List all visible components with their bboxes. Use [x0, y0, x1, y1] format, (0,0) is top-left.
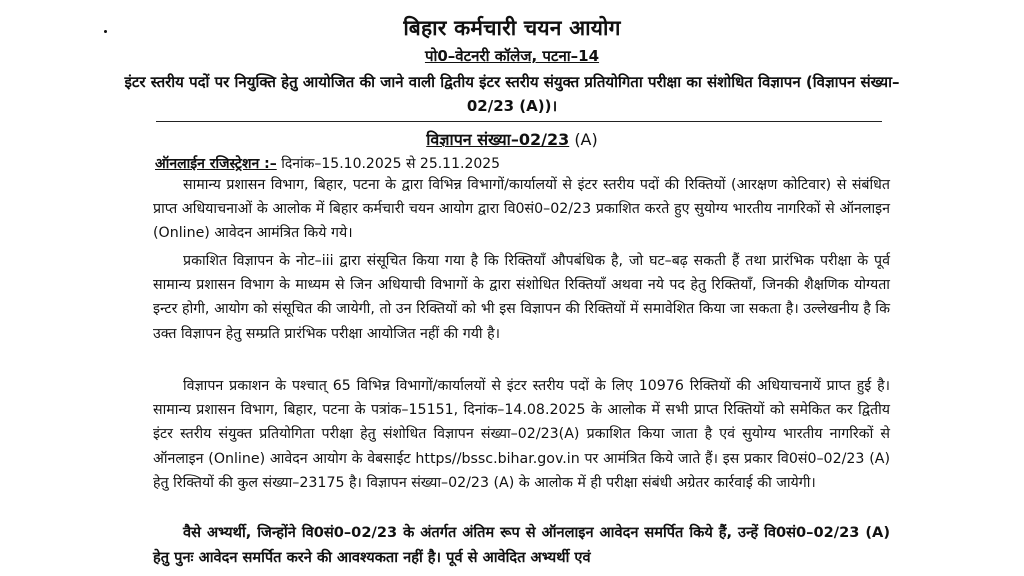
- paragraph-1: [153, 173, 890, 246]
- paragraph-1-text: सामान्य प्रशासन विभाग, बिहार, पटना के द्वारा विभिन्न विभागों/कार्यालयों से इंटर स्तरीय पदों की रिक्तियों (आरक्षण कोटिवार) से संबंधित प्राप्त अधियाचनाओं के आलोक में बिहार कर्मचारी चयन आयोग द्वारा वि0सं0–02/23 प्रकाशित करते हुए सुयोग्य भारतीय नागरिकों से ऑनलाइन (Online) आवेदन आमंत्रित किये गये।: [153, 177, 890, 242]
- paragraph-4: [153, 520, 890, 570]
- header-divider: [156, 121, 882, 122]
- advert-suffix: (A): [574, 130, 598, 149]
- org-address: पो0–वेटनरी कॉलेज, पटना–14: [424, 47, 600, 65]
- paragraph-4-text: वैसे अभ्यर्थी, जिन्होंने वि0सं0–02/23 के अंतर्गत अंतिम रूप से ऑनलाइन आवेदन समर्पित किये हैं, उन्हें वि0सं0–02/23 (A) हेतु पुनः आवेदन समर्पित करने की आवश्यकता नहीं है। पूर्व से आवेदित अभ्यर्थी एवं: [153, 524, 890, 566]
- paragraph-3: [153, 374, 890, 495]
- paragraph-3-text: विज्ञापन प्रकाशन के पश्चात् 65 विभिन्न विभागों/कार्यालयों से इंटर स्तरीय पदों के लिए 10976 रिक्तियों की अधियाचनायें प्राप्त हुई है। सामान्य प्रशासन विभाग, बिहार, पटना के पत्रांक–15151, दिनांक–14.08.2025 के आलोक में सभी प्राप्त रिक्तियों को समेकित कर द्वितीय इंटर स्तरीय संयुक्त प्रतियोगिता परीक्षा हेतु संशोधित विज्ञापन संख्या–02/23(A) प्रकाशित किया जाता है एवं सुयोग्य भारतीय नागरिकों से ऑनलाइन (Online) आवेदन आयोग के वेबसाईट https//bssc.bihar.gov.in पर आमंत्रित किये जाते हैं। इस प्रकार वि0सं0–02/23 (A) हेतु रिक्तियों की कुल संख्या–23175 है। विज्ञापन संख्या–02/23 (A) के आलोक में ही परीक्षा संबंधी अग्रेतर कार्रवाई की जायेगी।: [153, 378, 890, 491]
- paragraph-2: [153, 249, 890, 346]
- notice-subject: इंटर स्तरीय पदों पर नियुक्ति हेतु आयोजित की जाने वाली द्वितीय इंटर स्तरीय संयुक्त प्रतियोगिता परीक्षा का संशोधित विज्ञापन (विज्ञापन संख्या–02/23 (A))।: [124, 73, 900, 115]
- advert-heading: [0, 128, 1024, 150]
- paragraph-2-text: प्रकाशित विज्ञापन के नोट–iii द्वारा संसूचित किया गया है कि रिक्तियाँ औपबंधिक है, जो घट–बढ़ सकती हैं तथा प्रारंभिक परीक्षा के पूर्व सामान्य प्रशासन विभाग के माध्यम से जिन अधियाची विभागों के द्वारा संशोधित रिक्तियाँ अथवा नये पद हेतु रिक्तियाँ, जिनकी शैक्षणिक योग्यता इन्टर होगी, आयोग को संसूचित की जायेगी, तो उन रिक्तियों को भी इस विज्ञापन की रिक्तियों में समावेशित किया जा सकता है। उल्लेखनीय है कि उक्त विज्ञापन हेतु सम्प्रति प्रारंभिक परीक्षा आयोजित नहीं की गयी है।: [153, 253, 890, 342]
- registration-line: [155, 154, 500, 173]
- org-name: बिहार कर्मचारी चयन आयोग: [403, 16, 621, 40]
- advert-number: विज्ञापन संख्या–02/23: [426, 130, 570, 149]
- registration-label: ऑनलाईन रजिस्ट्रेशन :–: [155, 156, 277, 172]
- registration-dates: दिनांक–15.10.2025 से 25.11.2025: [281, 156, 501, 172]
